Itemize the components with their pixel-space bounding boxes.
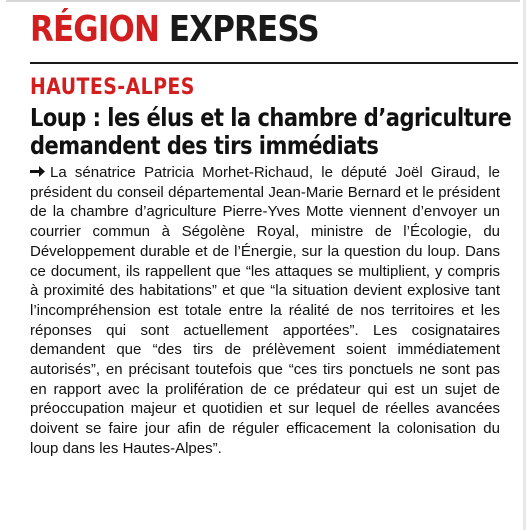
section-header (30, 10, 319, 50)
top-divider (6, 0, 520, 2)
article-headline (30, 103, 512, 160)
section-title-express: EXPRESS (168, 9, 319, 50)
headline-line-2: demandent des tirs immédiats (30, 131, 379, 160)
article-body (30, 163, 500, 459)
section-title-region: RÉGION (30, 9, 159, 50)
article-body-text: La sénatrice Patricia Morhet-Richaud, le député Joël Giraud, le président du conseil départemental Jean-Marie Bernard et le président de la chambre d’agriculture Pierre-Yves Motte viennent d’envoyer un courrier commun à Ségolène Royal, ministre de l’Écologie, du Développement durable et de l’Énergie, sur la question du loup. Dans ce document, ils rappellent que “les attaques se multiplient, y compris à proximité des habitations” et que “la situation devient explosive tant l’incompréhension est totale entre la réalité de nos territoires et les réponses qui sont actuellement apportées”. Les cosignataires demandent que “des tirs de prélèvement soient immédiatement autorisés”, en précisant toutefois que “ces tirs ponctuels ne sont pas en rapport avec la prolifération de ce prédateur qui est un sujet de préoccupation majeur et quotidien et sur lequel de réelles avancées doivent se faire jour afin de réguler efficacement la colonisation du loup dans les Hautes-Alpes”. (30, 164, 500, 457)
arrow-right-icon (30, 166, 45, 177)
section-divider (30, 62, 518, 64)
headline-line-1: Loup : les élus et la chambre d’agriculture (30, 103, 512, 132)
article-kicker: HAUTES-ALPES (30, 75, 195, 100)
